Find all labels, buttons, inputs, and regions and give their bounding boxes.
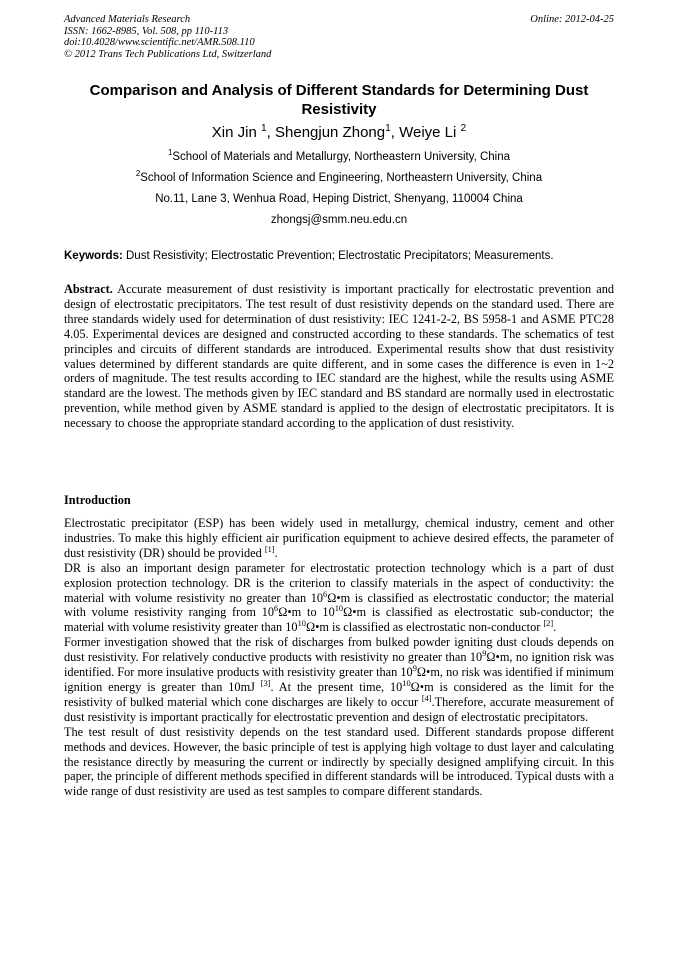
journal-header bbox=[64, 14, 271, 60]
paragraph-text: Ω•m is classified as electrostatic non-conductor bbox=[305, 620, 544, 635]
author-separator: , bbox=[266, 124, 275, 141]
doi-line[interactable]: doi:10.4028/www.scientific.net/AMR.508.110 bbox=[64, 37, 255, 48]
paragraph-text: . At the present time, 10 bbox=[270, 679, 403, 694]
citation-ref[interactable]: [3] bbox=[260, 678, 271, 688]
author-list bbox=[64, 124, 614, 142]
keywords bbox=[64, 249, 614, 263]
author-name: Xin Jin bbox=[211, 124, 261, 141]
citation-ref[interactable]: [2] bbox=[543, 619, 554, 629]
exponent: 10 bbox=[402, 678, 411, 688]
paragraph bbox=[64, 561, 614, 636]
keywords-text: Dust Resistivity; Electrostatic Prevention; Electrostatic Precipitators; Measurements. bbox=[122, 250, 554, 262]
author-affiliation-mark: 2 bbox=[460, 123, 467, 134]
paragraph-text: Ω•m is classified as electrostatic conductor; the material with volume resistivity ranging from 10 bbox=[64, 590, 614, 620]
citation-ref[interactable]: [4] bbox=[421, 693, 432, 703]
exponent: 6 bbox=[274, 604, 279, 614]
author-name: Weiye Li bbox=[399, 124, 461, 141]
abstract-text: Accurate measurement of dust resistivity is important practically for electrostatic prevention and design of electrostatic precipitators. The test result of dust resistivity depends on the standard used. There are three standards widely used for determination of dust resistivity: IEC 1241-2-2, BS 5958-1 and ASME PTC28 4.05. Experimental devices are designed and constructed according to these standards. The schematics of test principles and circuits of different standards are introduced. Experimental results show that dust resistivity values determined by different standards are quite different, and in some cases the difference is even in 1~2 orders of magnitude. The test results according to IEC standard are the highest, while the results using ASME standard are the lowest. The methods given by IEC standard and BS standard are normally used in electrostatic prevention, while method given by ASME standard is applied to the design of electrostatic precipitators. It is necessary to choose the appropriate standard according to the application of dust resistivity. bbox=[64, 282, 614, 431]
exponent: 10 bbox=[334, 604, 344, 614]
paragraph-text: . bbox=[274, 545, 278, 560]
abstract-label: Abstract. bbox=[64, 282, 113, 296]
affiliation-1-mark: 1 bbox=[167, 148, 173, 158]
introduction-body bbox=[64, 516, 614, 799]
affiliation-1 bbox=[64, 150, 614, 164]
paragraph bbox=[64, 516, 614, 561]
paragraph-text: Ω•m is considered as the limit for the resistivity of bulked material which cone discharges are likely to occur bbox=[64, 679, 614, 709]
paragraph-text: Electrostatic precipitator (ESP) has been widely used in metallurgy, chemical industry, cement and other industries. To make this highly efficient air purification equipment to achieve desired effects, the parameter of dust resistivity (DR) should be provided bbox=[64, 516, 614, 560]
issn-line: ISSN: 1662-8985, Vol. 508, pp 110-113 bbox=[64, 25, 229, 37]
author-separator: , bbox=[390, 124, 400, 141]
title-line-1: Comparison and Analysis of Different Standards for Determining Dust bbox=[89, 82, 589, 99]
paragraph: The test result of dust resistivity depends on the test standard used. Different standards propose different methods and devices. However, the basic principle of test is applying high voltage to dust layer and calculating the resistance directly by measuring the current or indirectly by specially designed amplifying circuit. In this paper, the principle of different methods specified in different standards will be introduced. Typical dusts with a wide range of dust resistivity are used as test samples to compare different standards. bbox=[64, 724, 614, 799]
section-heading-introduction: Introduction bbox=[64, 493, 131, 507]
affiliation-2-mark: 2 bbox=[135, 169, 141, 179]
exponent: 6 bbox=[323, 589, 328, 599]
author-affiliation-mark: 1 bbox=[385, 123, 391, 134]
email-address[interactable]: zhongsj@smm.neu.edu.cn bbox=[270, 214, 408, 226]
author-affiliation-mark: 1 bbox=[260, 123, 267, 134]
affiliation-2-text: School of Information Science and Engineering, Northeastern University, China bbox=[140, 172, 543, 184]
paragraph-text: Ω•m to 10 bbox=[278, 605, 335, 620]
keywords-label: Keywords: bbox=[64, 250, 123, 262]
paragraph-text: DR is also an important design parameter for electrostatic protection technology which is a part of dust explosion protection technology. DR is the criterion to classify materials in the aspect of conductivity: the material with volume resistivity no greater than 10 bbox=[64, 560, 614, 605]
paragraph bbox=[64, 635, 614, 724]
paragraph-text: Former investigation showed that the risk of discharges from bulked powder igniting dust clouds depends on dust resistivity. For relatively conductive products with resistivity no greater than 10 bbox=[64, 635, 614, 665]
affiliation-2 bbox=[64, 171, 614, 185]
online-date: Online: 2012-04-25 bbox=[530, 14, 614, 25]
affiliation-1-text: School of Materials and Metallurgy, Northeastern University, China bbox=[172, 151, 511, 163]
paragraph-text: . bbox=[553, 620, 557, 635]
exponent: 9 bbox=[412, 663, 417, 673]
journal-name: Advanced Materials Research bbox=[64, 14, 191, 25]
title-line-2: Resistivity bbox=[301, 101, 377, 118]
paragraph-text: Ω•m, no risk was identified if minimum ignition energy is greater than 10mJ bbox=[64, 665, 614, 694]
exponent: 9 bbox=[482, 649, 487, 659]
abstract bbox=[64, 282, 614, 431]
paper-title bbox=[64, 81, 614, 119]
paragraph-text: Ω•m, no ignition risk was identified. For more insulative products with resistivity greater than 10 bbox=[64, 650, 614, 680]
author-name: Shengjun Zhong bbox=[275, 124, 386, 141]
exponent: 10 bbox=[297, 619, 306, 629]
paragraph-text: Ω•m is classified as electrostatic sub-conductor; the material with volume resistivity greater than 10 bbox=[64, 605, 614, 635]
paragraph-text: .Therefore, accurate measurement of dust resistivity is important practically for electrostatic prevention and design of electrostatic precipitators. bbox=[64, 694, 614, 724]
citation-ref[interactable]: [1] bbox=[264, 544, 275, 554]
copyright-line: © 2012 Trans Tech Publications Ltd, Switzerland bbox=[64, 48, 272, 60]
address-line: No.11, Lane 3, Wenhua Road, Heping District, Shenyang, 110004 China bbox=[155, 193, 523, 205]
